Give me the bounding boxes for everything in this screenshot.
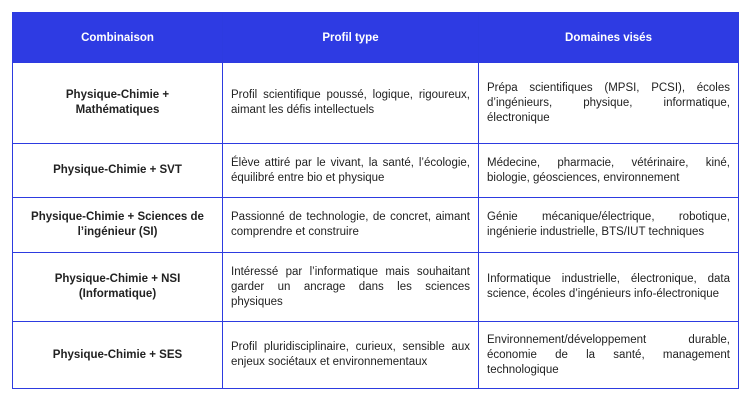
table-row bbox=[13, 144, 739, 198]
header-profile: Profil type bbox=[223, 13, 479, 63]
domains-cell: Informatique industrielle, électronique, data science, écoles d’ingénieurs info-électronique bbox=[479, 253, 739, 322]
table-row bbox=[13, 253, 739, 322]
combination-cell: Physique-Chimie + SES bbox=[13, 322, 223, 389]
combination-cell: Physique-Chimie + SVT bbox=[13, 144, 223, 198]
table-body bbox=[13, 63, 739, 389]
header-domains: Domaines visés bbox=[479, 13, 739, 63]
profile-cell: Profil pluridisciplinaire, curieux, sensible aux enjeux sociétaux et environnementaux bbox=[223, 322, 479, 389]
domains-cell: Médecine, pharmacie, vétérinaire, kiné, biologie, géosciences, environnement bbox=[479, 144, 739, 198]
header-combination: Combinaison bbox=[13, 13, 223, 63]
table-header bbox=[13, 13, 739, 63]
profile-cell: Intéressé par l’informatique mais souhaitant garder un ancrage dans les sciences physiques bbox=[223, 253, 479, 322]
combination-cell: Physique-Chimie + Sciences de l’ingénieur (SI) bbox=[13, 198, 223, 253]
profile-cell: Élève attiré par le vivant, la santé, l’écologie, équilibré entre bio et physique bbox=[223, 144, 479, 198]
table-row bbox=[13, 322, 739, 389]
comparison-table bbox=[12, 12, 739, 389]
header-row bbox=[13, 13, 739, 63]
domains-cell: Génie mécanique/électrique, robotique, ingénierie industrielle, BTS/IUT techniques bbox=[479, 198, 739, 253]
table-row bbox=[13, 63, 739, 144]
comparison-table-container bbox=[12, 12, 738, 389]
combination-cell: Physique-Chimie + NSI (Informatique) bbox=[13, 253, 223, 322]
domains-cell: Prépa scientifiques (MPSI, PCSI), écoles d’ingénieurs, physique, informatique, électronique bbox=[479, 63, 739, 144]
profile-cell: Passionné de technologie, de concret, aimant comprendre et construire bbox=[223, 198, 479, 253]
combination-cell: Physique-Chimie + Mathématiques bbox=[13, 63, 223, 144]
table-row bbox=[13, 198, 739, 253]
profile-cell: Profil scientifique poussé, logique, rigoureux, aimant les défis intellectuels bbox=[223, 63, 479, 144]
domains-cell: Environnement/développement durable, économie de la santé, management technologique bbox=[479, 322, 739, 389]
